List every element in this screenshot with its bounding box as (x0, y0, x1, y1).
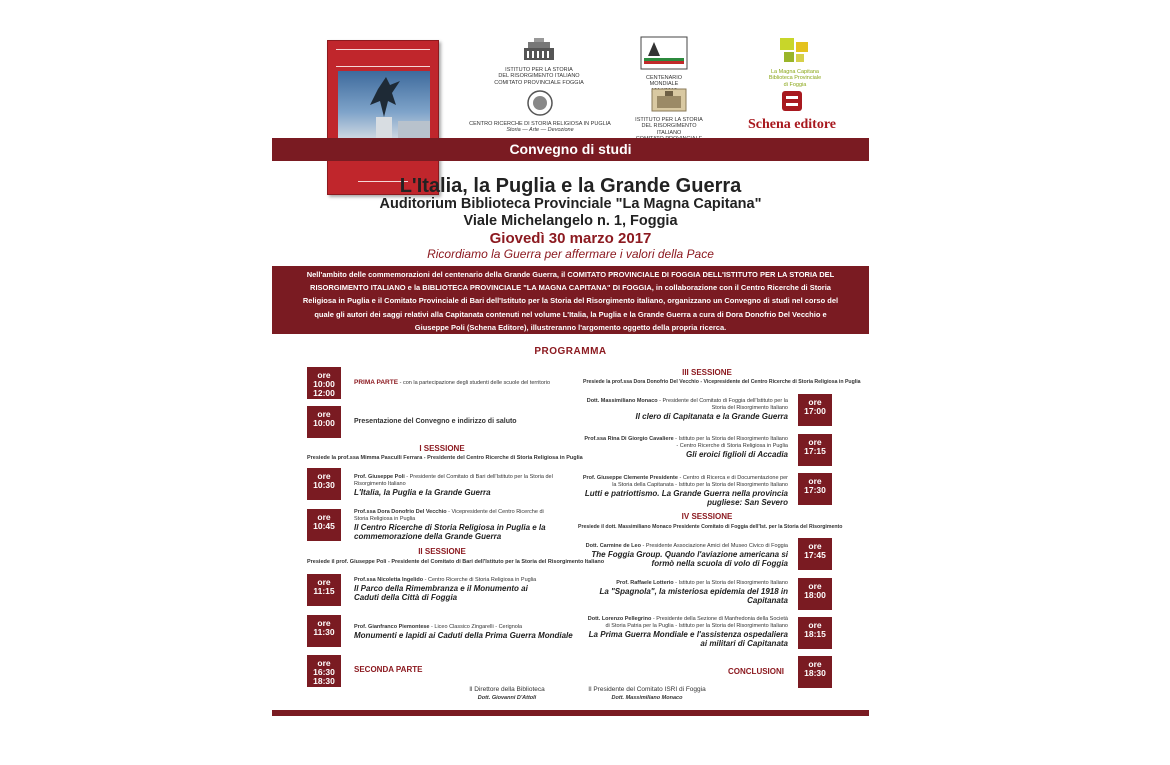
time-box (798, 656, 832, 688)
speaker-role: - Presidente del Comitato di Foggia dell'Istituto per la Storia del Risorgimento Italiano (657, 398, 788, 411)
time-label: ore (808, 437, 822, 447)
time-label: ore (808, 476, 822, 486)
building-icon (651, 88, 687, 112)
time-value: 17:45 (804, 550, 826, 560)
book-cover-photo (338, 71, 430, 139)
time-label: ore (808, 581, 822, 591)
logo-text-line: Biblioteca Provinciale (768, 75, 822, 81)
speaker-name: Prof.ssa Rina Di Giorgio Cavaliere (584, 436, 674, 442)
logo-text-line: COMITATO PROVINCIALE FOGGIA (494, 79, 584, 86)
speaker-name: Dott. Lorenzo Pellegrino (587, 616, 652, 622)
speaker-name: Dott. Massimiliano Monaco (586, 398, 658, 404)
time-label: ore (317, 512, 331, 522)
time-value: 17:00 (804, 406, 826, 416)
time-value: 10:45 (313, 521, 335, 531)
talk-entry (582, 398, 788, 421)
time-box (798, 617, 832, 649)
convegno-band (272, 138, 869, 161)
talk-title: La "Spagnola", la misteriosa epidemia del 1918 in Capitanata (599, 587, 788, 605)
centenario-emblem-icon (640, 36, 688, 70)
signature-president (572, 686, 722, 701)
time-label: ore (317, 471, 331, 481)
logo-text-line: DEL RISORGIMENTO ITALIANO (641, 123, 697, 136)
time-label: ore (317, 409, 331, 419)
talk-entry (354, 474, 554, 497)
speaker-name: Prof.ssa Dora Donofrio Del Vecchio (354, 509, 447, 515)
session-heading: I SESSIONE (419, 444, 465, 453)
magna-capitana-logo-icon (778, 36, 812, 64)
book-cover-title-lines (336, 49, 430, 67)
time-box (307, 406, 341, 438)
seal-icon (527, 90, 553, 116)
speaker-name: Prof. Raffaele Lotterio (616, 580, 674, 586)
session-chair: Presiede il prof. Giuseppe Poli - Presidente del Comitato di Bari dell'Istituto per la Storia del Risorgimento Italiano (307, 559, 605, 565)
time-value: 12:00 (313, 388, 335, 398)
speaker-role: - Presidente della Sezione di Manfredonia della Società di Storia Patria per la Puglia - Istituto per la Storia del Risorgimento Italiano (605, 616, 788, 629)
prima-parte-entry (354, 379, 574, 387)
logo-text-line: MONDIALE (649, 81, 679, 87)
time-value: 18:30 (804, 668, 826, 678)
time-value: 18:00 (804, 590, 826, 600)
time-box (307, 655, 341, 687)
talk-title: Monumenti e lapidi ai Caduti della Prima Guerra Mondiale (354, 631, 573, 640)
logo-text-line: di Foggia (783, 81, 807, 88)
talk-entry (354, 577, 554, 602)
book-cover-image (327, 40, 439, 195)
speaker-name: Prof. Gianfranco Piemontese (354, 624, 430, 630)
talk-entry (582, 616, 788, 648)
time-box (307, 615, 341, 647)
talk-title: La Prima Guerra Mondiale e l'assistenza ospedaliera ai militari di Capitanata (588, 630, 788, 648)
speaker-name: Prof. Giuseppe Clemente Presidente (582, 475, 678, 481)
logo-text-line: CENTENARIO (645, 74, 683, 81)
building-icon (522, 38, 556, 62)
time-value: 11:30 (313, 627, 335, 637)
time-box (798, 473, 832, 505)
session-heading: II SESSIONE (418, 547, 466, 556)
speaker-role: - Istituto per la Storia del Risorgimento Italiano (673, 580, 788, 586)
time-box (307, 574, 341, 606)
logo-text-line: DEL RISORGIMENTO ITALIANO (498, 73, 580, 79)
prima-parte-label: PRIMA PARTE (354, 379, 399, 386)
speaker-name: Prof. Giuseppe Poli (354, 474, 405, 480)
time-box (307, 367, 341, 399)
time-label: ore (808, 620, 822, 630)
talk-entry (354, 509, 554, 541)
signature-role: Il Direttore della Biblioteca (469, 686, 545, 693)
schena-brand-name: Schena editore (747, 116, 836, 132)
speaker-role: - Istituto per la Storia del Risorgimento Italiano - Centro Ricerche di Storia Religiosa in Puglia (673, 436, 788, 449)
logo-magna-capitana (760, 36, 830, 88)
speaker-role: - Presidente del Comitato di Bari dell'Istituto per la Storia del Risorgimento Italiano (354, 474, 553, 487)
talk-title: Il Parco della Rimembranza e il Monumento ai Caduti della Città di Foggia (354, 584, 528, 602)
signature-name: Dott. Giovanni D'Attoli (477, 695, 537, 701)
speaker-role: - Vicepresidente del Centro Ricerche di Storia Religiosa in Puglia (354, 509, 544, 522)
logo-isri-foggia (494, 38, 584, 86)
talk-entry (354, 624, 574, 640)
page-title: L'Italia, la Puglia e la Grande Guerra (399, 175, 742, 197)
session-chair: Presiede la prof.ssa Dora Donofrio Del Vecchio - Vicepresidente del Centro Ricerche di Storia Religiosa in Puglia (583, 379, 861, 385)
time-box (798, 434, 832, 466)
talk-title: Il clero di Capitanata e la Grande Guerra (635, 412, 788, 421)
time-label: ore (317, 577, 331, 587)
talk-entry (582, 543, 788, 568)
motto: Ricordiamo la Guerra per affermare i valori della Pace (427, 247, 714, 261)
venue-line-1: Auditorium Biblioteca Provinciale "La Magna Capitana" (379, 196, 762, 212)
session-heading: III SESSIONE (682, 368, 732, 377)
logo-schena-editore (746, 90, 838, 133)
time-label: ore (317, 370, 331, 380)
time-box (798, 538, 832, 570)
intro-text: Nell'ambito delle commemorazioni del centenario della Grande Guerra, il COMITATO PROVINCIALE DI FOGGIA DELL'ISTITUTO PER LA STORIA DEL RISORGIMENTO ITALIANO e la BIBLIOTECA PROVINCIALE "LA MAGNA CAPITANA" DI FOGGIA, in collaborazione con il Centro Ricerche di Storia Religiosa in Puglia e il Comitato Provinciale di Bari dell'Istituto per la Storia del Risorgimento italiano, organizzano un Convegno di studi nel corso del quale gli autori dei saggi relativi alla Capitanata contenuti nel volume L'Italia, la Puglia e la Grande Guerra a cura di Dora Donofrio Del Vecchio e Giuseppe Poli (Schena Editore), illustreranno l'argomento oggetto della propria ricerca. (272, 266, 869, 334)
talk-entry (582, 475, 788, 507)
speaker-name: Dott. Carmine de Leo (585, 543, 641, 549)
programma-heading: PROGRAMMA (534, 346, 607, 357)
logo-text-line: Storia — Arte — Devozione (506, 127, 574, 133)
event-date: Giovedì 30 marzo 2017 (489, 230, 652, 247)
time-box (307, 509, 341, 541)
schena-logo-icon (781, 90, 803, 112)
presentazione-entry: Presentazione del Convegno e indirizzo di saluto (354, 418, 517, 425)
time-value: 18:30 (313, 676, 335, 686)
time-value: 10:00 (313, 379, 335, 389)
logo-text-line: CENTRO RICERCHE DI STORIA RELIGIOSA IN PUGLIA (469, 120, 611, 127)
signature-director (442, 686, 572, 701)
venue-line-2: Viale Michelangelo n. 1, Foggia (463, 213, 678, 229)
time-value: 10:30 (313, 480, 335, 490)
footer-band (272, 710, 869, 716)
time-value: 17:15 (804, 446, 826, 456)
time-label: ore (808, 659, 822, 669)
speaker-role: - Centro di Ricerca e di Documentazione per la Storia della Capitanata - Istituto per la Storia del Risorgimento Italiano (612, 475, 788, 488)
logo-centro-ricerche (460, 90, 620, 134)
prima-parte-text: - con la partecipazione degli studenti delle scuole del territorio (398, 380, 551, 386)
conference-poster (272, 32, 869, 716)
talk-title: Lutti e patriottismo. La Grande Guerra nella provincia pugliese: San Severo (584, 489, 788, 507)
logo-text-line: ISTITUTO PER LA STORIA (505, 66, 573, 73)
signature-name: Dott. Massimiliano Monaco (611, 695, 683, 701)
speaker-role: - Liceo Classico Zingarelli - Cerignola (429, 624, 523, 630)
seconda-parte-label: SECONDA PARTE (354, 665, 423, 674)
convegno-label: Convegno di studi (509, 141, 632, 157)
speaker-role: - Presidente Associazione Amici del Museo Civico di Foggia (640, 543, 788, 549)
talk-title: Gli eroici figlioli di Accadia (686, 450, 788, 459)
time-label: ore (808, 397, 822, 407)
time-value: 17:30 (804, 485, 826, 495)
logo-centenario (634, 36, 694, 94)
time-value: 10:00 (313, 418, 335, 428)
time-value: 11:15 (313, 586, 335, 596)
talk-title: The Foggia Group. Quando l'aviazione americana si formò nella scuola di volo di Foggia (591, 550, 788, 568)
talk-entry (582, 436, 788, 459)
session-heading: IV SESSIONE (681, 512, 733, 521)
time-box (798, 394, 832, 426)
time-label: ore (808, 541, 822, 551)
time-label: ore (317, 658, 331, 668)
speaker-role: - Centro Ricerche di Storia Religiosa in Puglia (423, 577, 537, 583)
time-label: ore (317, 618, 331, 628)
speaker-name: Prof.ssa Nicoletta Ingelido (354, 577, 424, 583)
signature-role: Il Presidente del Comitato ISRI di Foggia (588, 686, 706, 693)
talk-title: L'Italia, la Puglia e la Grande Guerra (354, 488, 491, 497)
time-box (798, 578, 832, 610)
session-chair: Presiede il dott. Massimiliano Monaco Presidente Comitato di Foggia dell'Ist. per la Storia del Risorgimento (578, 524, 843, 530)
time-value: 18:15 (804, 629, 826, 639)
time-box (307, 468, 341, 500)
logo-text-line: La Magna Capitana (770, 68, 819, 75)
logo-text-line: ISTITUTO PER LA STORIA (635, 116, 703, 123)
time-value: 16:30 (313, 667, 335, 677)
talk-title: Il Centro Ricerche di Storia Religiosa in Puglia e la commemorazione della Grande Guerra (354, 523, 546, 541)
talk-entry (582, 580, 788, 605)
session-chair: Presiede la prof.ssa Mimma Pasculli Ferrara - Presidente del Centro Ricerche di Storia Religiosa in Puglia (307, 455, 583, 461)
conclusioni-label: CONCLUSIONI (728, 667, 784, 676)
